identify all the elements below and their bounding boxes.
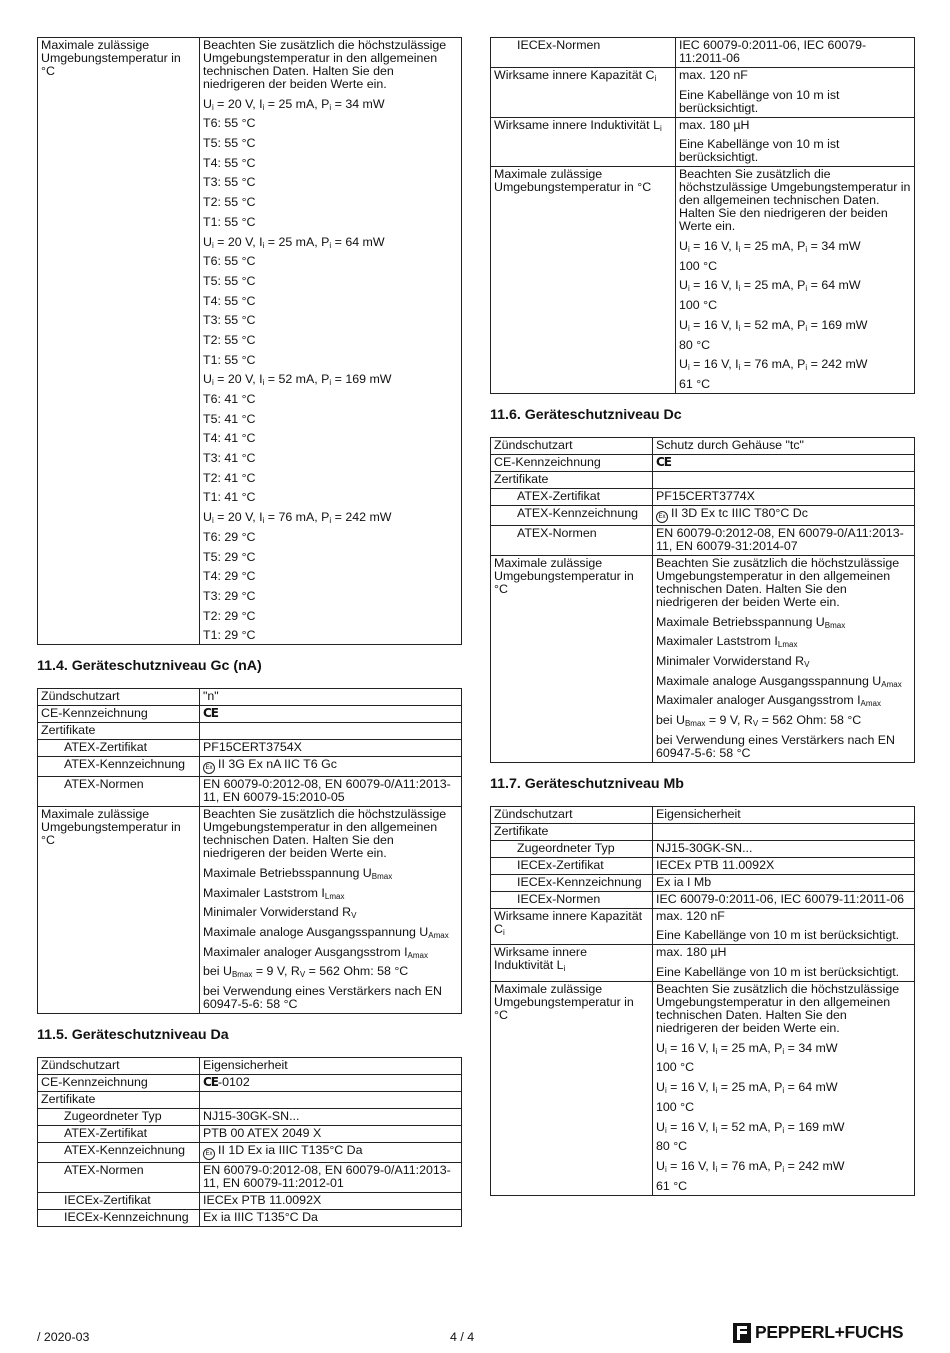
temperature-value: 100 °C <box>679 258 718 273</box>
table-row <box>38 689 462 706</box>
ce-mark-icon: CE <box>203 706 219 721</box>
section-heading-dc: 11.6. Geräteschutzniveau Dc <box>490 406 682 423</box>
table-row <box>38 1143 462 1163</box>
cell-value: Eigensicherheit <box>653 806 915 823</box>
cell-value: NJ15-30GK-SN... <box>653 840 915 857</box>
electrical-params-line: $U_i = 16$ V, $I_i = 25$ mA, $P_i = 34$ mW <box>679 239 861 255</box>
cell-label: CE-Kennzeichnung <box>38 706 200 723</box>
temp-table-top <box>37 37 462 645</box>
cell-value <box>200 1075 462 1092</box>
cell-label: Maximale zulässige Umgebungstemperatur in °C <box>491 167 676 394</box>
section-heading-mb: 11.7. Geräteschutzniveau Mb <box>490 775 684 792</box>
temperature-value: T6: 55 °C <box>203 116 256 131</box>
cell-value: max. 180 µH Eine Kabellänge von 10 m ist berücksichtigt. <box>676 117 915 167</box>
cell-label: Wirksame innere Induktivität $L_i$ <box>491 945 653 982</box>
cell-label: CE-Kennzeichnung <box>38 1075 200 1092</box>
cell-value: Ex ia IIIC T135°C Da <box>200 1210 462 1227</box>
table-row <box>38 1092 462 1109</box>
line: bei Verwendung eines Verstärkers nach EN 60947-5-6: 58 °C <box>203 984 443 1012</box>
table-row <box>491 117 915 167</box>
cell-value: PF15CERT3754X <box>200 740 462 757</box>
cell-label: ATEX-Kennzeichnung <box>38 1143 200 1163</box>
cell-label: Zündschutzart <box>491 806 653 823</box>
cell-label: ATEX-Kennzeichnung <box>491 505 653 525</box>
temperature-value: T1: 29 °C <box>203 628 256 643</box>
table-row <box>491 525 915 555</box>
cell-value: max. 120 nF Eine Kabellänge von 10 m ist berücksichtigt. <box>676 68 915 118</box>
line: Maximaler analoger Ausgangsstrom $I_{Amax}$ <box>203 944 428 960</box>
table-row <box>38 1210 462 1227</box>
cell-label: IECEx-Zertifikat <box>491 857 653 874</box>
table-row <box>38 1109 462 1126</box>
cell-label: Wirksame innere Kapazität $C_i$ <box>491 68 676 118</box>
temperature-value: T2: 55 °C <box>203 332 256 347</box>
cell-label: Maximale zulässige Umgebungstemperatur in °C <box>491 555 653 762</box>
temperature-value: T2: 41 °C <box>203 470 256 485</box>
cell-value: Beachten Sie zusätzlich die höchstzulässige Umgebungstemperatur in den allgemeinen technischen Daten. Halten Sie den niedrigeren der beiden Werte ein. $U_i = 16$ V, $I_i = 25$ mA, $P_i = 34$ mW 100 °C $U_i = 16$ V, $I_i = 25$ mA, $P_i = 64$ mW 100 °C $U_i = 16$ V, $I_i = 52$ mA, $P_i = 169$ mW 80 °C $U_i = 16$ V, $I_i = 76$ mA, $P_i = 242$ mW 61 °C <box>653 982 915 1196</box>
cell-label: Zündschutzart <box>38 1058 200 1075</box>
table-row <box>491 823 915 840</box>
temperature-value: T1: 55 °C <box>203 214 256 229</box>
table-row <box>38 1193 462 1210</box>
cell-value: Eigensicherheit <box>200 1058 462 1075</box>
table-row <box>491 840 915 857</box>
electrical-params-line: $U_i = 20$ V, $I_i = 52$ mA, $P_i = 169$ mW <box>203 372 392 388</box>
mb-table <box>490 806 915 1196</box>
temp-note: Beachten Sie zusätzlich die höchstzulässige Umgebungstemperatur in den allgemeinen technischen Daten. Halten Sie den niedrigeren der beiden Werte ein. <box>203 807 447 861</box>
table-row <box>38 723 462 740</box>
electrical-params-line: $U_i = 16$ V, $I_i = 25$ mA, $P_i = 64$ mW <box>656 1080 838 1096</box>
ce-mark-icon: CE <box>656 454 672 469</box>
cell-value <box>653 471 915 488</box>
cell-label: ATEX-Normen <box>491 525 653 555</box>
temperature-value: T4: 29 °C <box>203 569 256 584</box>
electrical-params-line: $U_i = 20$ V, $I_i = 25$ mA, $P_i = 64$ mW <box>203 234 385 250</box>
table-row <box>491 874 915 891</box>
cell-value <box>653 454 915 471</box>
temperature-value: 100 °C <box>656 1099 695 1114</box>
line: bei $U_{Bmax} = 9$ V, $R_V = 562$ Ohm: 58 °C <box>203 964 409 980</box>
left-column <box>37 37 462 1227</box>
temperature-value: T5: 29 °C <box>203 549 256 564</box>
cell-label: IECEx-Normen <box>491 38 676 68</box>
cell-value <box>653 505 915 525</box>
line: Maximale Betriebsspannung $U_{Bmax}$ <box>203 865 393 881</box>
temperature-value: 100 °C <box>679 298 718 313</box>
table-row <box>38 777 462 807</box>
cell-label: Wirksame innere Induktivität $L_i$ <box>491 117 676 167</box>
cell-value <box>200 723 462 740</box>
cell-label: Zugeordneter Typ <box>491 840 653 857</box>
temp-groups <box>679 240 911 391</box>
gc-table <box>37 688 462 1014</box>
cell-value: max. 120 nF Eine Kabellänge von 10 m ist berücksichtigt. <box>653 908 915 945</box>
cell-label: Zertifikate <box>491 471 653 488</box>
table-row <box>491 806 915 823</box>
footer-date: / 2020-03 <box>37 1330 90 1344</box>
atex-marking: II 1D Ex ia IIIC T135°C Da <box>218 1143 363 1158</box>
electrical-params-line: $U_i = 20$ V, $I_i = 25$ mA, $P_i = 34$ mW <box>203 96 385 112</box>
temperature-value: T4: 41 °C <box>203 431 256 446</box>
cell-value <box>200 807 462 1014</box>
cell-value: "n" <box>200 689 462 706</box>
cell-label: ATEX-Normen <box>38 777 200 807</box>
cell-value: EN 60079-0:2012-08, EN 60079-0/A11:2013-11, EN 60079-11:2012-01 <box>200 1163 462 1193</box>
temp-groups <box>203 98 458 643</box>
cell-label: Maximale zulässige Umgebungstemperatur in °C <box>491 982 653 1196</box>
brand-logo <box>733 1322 903 1343</box>
electrical-params-line: $U_i = 16$ V, $I_i = 76$ mA, $P_i = 242$ mW <box>656 1158 845 1174</box>
cell-label: Zündschutzart <box>491 437 653 454</box>
cell-value <box>200 1143 462 1163</box>
table-row <box>38 1075 462 1092</box>
temperature-value: T2: 55 °C <box>203 195 256 210</box>
cell-label: IECEx-Kennzeichnung <box>491 874 653 891</box>
cell-label: Zertifikate <box>38 723 200 740</box>
cell-value: EN 60079-0:2012-08, EN 60079-0/A11:2013-11, EN 60079-31:2014-07 <box>653 525 915 555</box>
electrical-params-line: $U_i = 20$ V, $I_i = 76$ mA, $P_i = 242$ mW <box>203 510 392 526</box>
cell-value <box>200 757 462 777</box>
cell-value: NJ15-30GK-SN... <box>200 1109 462 1126</box>
table-row <box>491 908 915 945</box>
temperature-value: 61 °C <box>679 376 711 391</box>
section-heading-gc: 11.4. Geräteschutzniveau Gc (nA) <box>37 658 262 675</box>
table-row <box>38 740 462 757</box>
electrical-params-line: $U_i = 16$ V, $I_i = 52$ mA, $P_i = 169$ mW <box>656 1119 845 1135</box>
table-row <box>491 891 915 908</box>
temperature-value: 61 °C <box>656 1178 688 1193</box>
table-row <box>491 471 915 488</box>
temperature-value: T3: 55 °C <box>203 313 256 328</box>
cell-value: max. 180 µH Eine Kabellänge von 10 m ist berücksichtigt. <box>653 945 915 982</box>
cell-label: Zugeordneter Typ <box>38 1109 200 1126</box>
atex-marking: II 3G Ex nA IIC T6 Gc <box>218 757 337 772</box>
cell-label: Wirksame innere Kapazität $C_i$ <box>491 908 653 945</box>
section-heading-da: 11.5. Geräteschutzniveau Da <box>37 1027 229 1044</box>
line: Maximaler Laststrom $I_{Lmax}$ <box>203 885 345 901</box>
cell-value: IECEx PTB 11.0092X <box>653 857 915 874</box>
temperature-value: T4: 55 °C <box>203 155 256 170</box>
electrical-params-line: $U_i = 16$ V, $I_i = 25$ mA, $P_i = 64$ mW <box>679 278 861 294</box>
ce-mark-icon: CE <box>203 1075 219 1090</box>
cell-value: IEC 60079-0:2011-06, IEC 60079-11:2011-06 <box>653 891 915 908</box>
temperature-value: T5: 55 °C <box>203 273 256 288</box>
temperature-value: 100 °C <box>656 1060 695 1075</box>
cell-label: IECEx-Normen <box>491 891 653 908</box>
ex-hexagon-icon: Ex <box>656 511 668 523</box>
temperature-value: T5: 55 °C <box>203 136 256 151</box>
table-row <box>491 945 915 982</box>
cell-label: ATEX-Kennzeichnung <box>38 757 200 777</box>
cell-value: Beachten Sie zusätzlich die höchstzulässige Umgebungstemperatur in den allgemeinen technischen Daten. Halten Sie den niedrigeren der beiden Werte ein. $U_i = 16$ V, $I_i = 25$ mA, $P_i = 34$ mW 100 °C $U_i = 16$ V, $I_i = 25$ mA, $P_i = 64$ mW 100 °C $U_i = 16$ V, $I_i = 52$ mA, $P_i = 169$ mW 80 °C $U_i = 16$ V, $I_i = 76$ mA, $P_i = 242$ mW 61 °C <box>676 167 915 394</box>
table-row <box>491 982 915 1196</box>
line: Minimaler Vorwiderstand $R_V$ <box>203 905 357 921</box>
table-row <box>491 437 915 454</box>
electrical-params-line: $U_i = 16$ V, $I_i = 76$ mA, $P_i = 242$ mW <box>679 357 868 373</box>
cell-label: Zertifikate <box>491 823 653 840</box>
temperature-value: T3: 41 °C <box>203 451 256 466</box>
table-row <box>491 555 915 762</box>
temperature-value: T6: 41 °C <box>203 392 256 406</box>
temp-groups <box>656 1042 911 1193</box>
cell-value: PF15CERT3774X <box>653 488 915 505</box>
temperature-value: T1: 55 °C <box>203 352 256 367</box>
table-row <box>38 38 462 645</box>
brand-name: PEPPERL+FUCHS <box>755 1322 904 1342</box>
temperature-value: 80 °C <box>679 337 711 352</box>
table-row <box>491 68 915 118</box>
line: Maximale analoge Ausgangsspannung $U_{Amax}$ <box>203 925 449 940</box>
da-table <box>37 1057 462 1227</box>
cell-label: ATEX-Normen <box>38 1163 200 1193</box>
page-number: 4 / 4 <box>450 1330 475 1344</box>
table-row <box>38 1126 462 1143</box>
cell-label: Maximale zulässige Umgebungstemperatur in °C <box>38 807 200 1014</box>
table-row <box>38 757 462 777</box>
temperature-value: T3: 55 °C <box>203 175 256 190</box>
cell-value: PTB 00 ATEX 2049 X <box>200 1126 462 1143</box>
temperature-value: T3: 29 °C <box>203 588 256 603</box>
cell-value <box>200 1092 462 1109</box>
right-column <box>490 37 915 1196</box>
cell-value: IEC 60079-0:2011-06, IEC 60079-11:2011-06 <box>676 38 915 68</box>
temperature-value: T2: 29 °C <box>203 608 256 623</box>
cell-value <box>653 823 915 840</box>
dc-table <box>490 437 915 763</box>
cell-value <box>200 706 462 723</box>
cell-value: Beachten Sie zusätzlich die höchstzulässige Umgebungstemperatur in den allgemeinen technischen Daten. Halten Sie den niedrigeren der beiden Werte ein. Maximale Betriebsspannung $U_{Bmax}$ Maximaler Laststrom $I_{Lmax}$ Minimaler Vorwiderstand $R_V$ Maximale analoge Ausgangsspannung $U_{Amax}$ Maximaler analoger Ausgangsstrom $I_{Amax}$ bei $U_{Bmax} = 9$ V, $R_V = 562$ Ohm: 58 °C bei Verwendung eines Verstärkers nach EN 60947-5-6: 58 °C <box>653 555 915 762</box>
temperature-value: T5: 41 °C <box>203 411 256 426</box>
temperature-value: T1: 41 °C <box>203 490 256 505</box>
cell-label: IECEx-Zertifikat <box>38 1193 200 1210</box>
pf-logo-icon <box>733 1323 751 1343</box>
table-row <box>38 807 462 1014</box>
temperature-value: T6: 55 °C <box>203 254 256 269</box>
cell-value: Schutz durch Gehäuse "tc" <box>653 437 915 454</box>
table-row <box>38 1163 462 1193</box>
cell-label: CE-Kennzeichnung <box>491 454 653 471</box>
temp-note: Beachten Sie zusätzlich die höchstzulässige Umgebungstemperatur in den allgemeinen technischen Daten. Halten Sie den niedrigeren der beiden Werte ein. <box>203 38 447 91</box>
cell-value: EN 60079-0:2012-08, EN 60079-0/A11:2013-11, EN 60079-15:2010-05 <box>200 777 462 807</box>
temp-values <box>200 38 462 645</box>
temperature-value: T6: 29 °C <box>203 529 256 544</box>
electrical-params-line: $U_i = 16$ V, $I_i = 52$ mA, $P_i = 169$ mW <box>679 317 868 333</box>
table-row <box>38 706 462 723</box>
cell-label: Zündschutzart <box>38 689 200 706</box>
table-row <box>491 38 915 68</box>
cell-value: Ex ia I Mb <box>653 874 915 891</box>
electrical-params-line: $U_i = 16$ V, $I_i = 25$ mA, $P_i = 34$ mW <box>656 1040 838 1056</box>
table-row <box>38 1058 462 1075</box>
atex-marking: II 3D Ex tc IIIC T80°C Dc <box>671 505 808 520</box>
cell-label: Zertifikate <box>38 1092 200 1109</box>
temperature-value: 80 °C <box>656 1139 688 1154</box>
table-row <box>491 167 915 394</box>
table-row <box>491 857 915 874</box>
ex-hexagon-icon: Ex <box>203 1148 215 1160</box>
temp-label: Maximale zulässige Umgebungstemperatur in °C <box>38 38 200 645</box>
cell-label: ATEX-Zertifikat <box>491 488 653 505</box>
cell-label: ATEX-Zertifikat <box>38 1126 200 1143</box>
table-row <box>491 505 915 525</box>
cell-value: IECEx PTB 11.0092X <box>200 1193 462 1210</box>
cell-label: IECEx-Kennzeichnung <box>38 1210 200 1227</box>
table-row <box>491 488 915 505</box>
cell-label: ATEX-Zertifikat <box>38 740 200 757</box>
temperature-value: T4: 55 °C <box>203 293 256 308</box>
ex-hexagon-icon: Ex <box>203 762 215 774</box>
da-table-continued <box>490 37 915 394</box>
table-row <box>491 454 915 471</box>
notified-body-number: -0102 <box>218 1075 250 1090</box>
